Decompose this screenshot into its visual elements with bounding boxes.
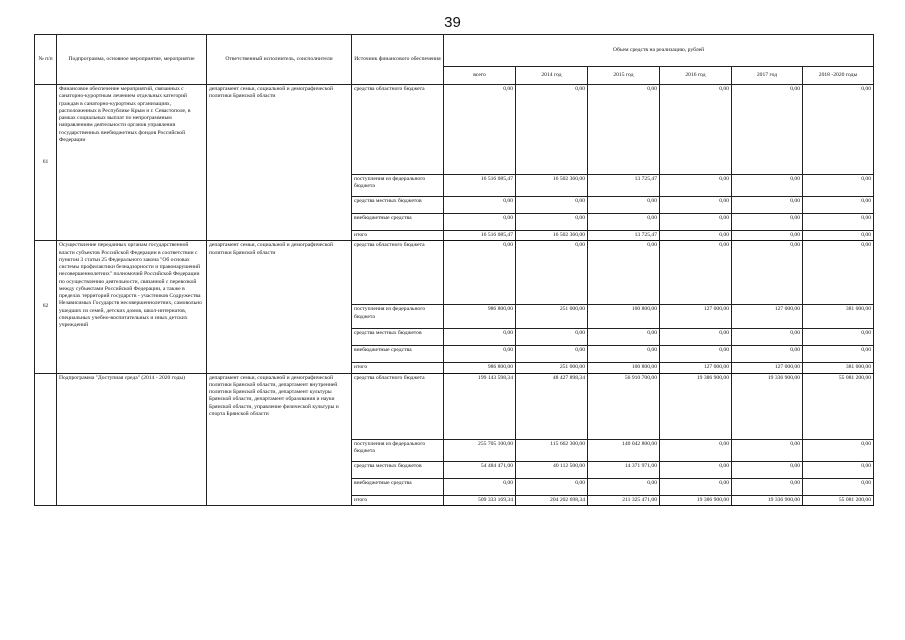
amount-cell: 0,00 (803, 241, 874, 305)
table-row (35, 373, 874, 439)
amount-cell: 255 705 100,00 (444, 439, 516, 461)
amount-cell: 0,00 (588, 478, 660, 495)
amount-cell: 0,00 (732, 197, 803, 214)
header-2015: 2015 год (588, 67, 660, 85)
budget-table (34, 34, 874, 506)
amount-cell: 0,00 (732, 231, 803, 241)
amount-cell: 0,00 (803, 461, 874, 478)
amount-cell: 0,00 (660, 346, 732, 363)
amount-cell: 0,00 (516, 214, 588, 231)
source-cell: итого (352, 495, 444, 505)
amount-cell: 0,00 (660, 231, 732, 241)
amount-cell: 0,00 (803, 197, 874, 214)
header-2017: 2017 год (732, 67, 803, 85)
amount-cell: 100 800,00 (588, 363, 660, 373)
amount-cell: 0,00 (660, 214, 732, 231)
amount-cell: 0,00 (732, 439, 803, 461)
amount-cell: 0,00 (444, 346, 516, 363)
amount-cell: 0,00 (732, 461, 803, 478)
amount-cell: 0,00 (732, 85, 803, 175)
source-cell: средства местных бюджетов (352, 329, 444, 346)
amount-cell: 0,00 (516, 346, 588, 363)
row-number (35, 373, 57, 505)
row-number: 61 (35, 85, 57, 241)
amount-cell: 381 000,00 (803, 305, 874, 329)
amount-cell: 127 000,00 (660, 305, 732, 329)
amount-cell: 19 386 900,00 (660, 373, 732, 439)
source-cell: внебюджетные средства (352, 478, 444, 495)
amount-cell: 0,00 (660, 329, 732, 346)
source-cell: средства областного бюджета (352, 373, 444, 439)
executor-cell: департамент семьи, социальной и демографической политики Брянской области (207, 241, 352, 373)
amount-cell: 48 427 898,34 (516, 373, 588, 439)
amount-cell: 19 336 900,00 (732, 495, 803, 505)
program-cell: Подпрограмма "Доступная среда" (2014 - 2020 годы) (57, 373, 207, 505)
source-cell: средства областного бюджета (352, 85, 444, 175)
amount-cell: 13 725,47 (588, 175, 660, 197)
amount-cell: 199 143 598,34 (444, 373, 516, 439)
amount-cell: 211 325 471,00 (588, 495, 660, 505)
program-cell: Финансовое обеспечение мероприятий, связанных с санаторно-курортным лечением отдельных категорий граждан в санаторно-курортных организациях, расположенных в Республике Крым и г. Севастополе, в рамках социальных выплат по непрограммным направлениям деятельности органов управления государственных внебюджетных фондов Российской Федерации (57, 85, 207, 241)
amount-cell: 0,00 (588, 85, 660, 175)
table-row (35, 85, 874, 175)
amount-cell: 16 516 085,47 (444, 175, 516, 197)
amount-cell: 16 502 360,00 (516, 175, 588, 197)
amount-cell: 0,00 (516, 85, 588, 175)
amount-cell: 0,00 (803, 346, 874, 363)
amount-cell: 140 042 800,00 (588, 439, 660, 461)
amount-cell: 0,00 (516, 329, 588, 346)
program-cell: Осуществление переданных органам государственной власти субъектов Российской Федерации в соответствии с пунктом 3 статьи 25 Федерального закона "Об основах системы профилактики безнадзорности и правонарушений несовершеннолетних" полномочий Российской Федерации по осуществлению деятельности, связанной с перевозкой между субъектами Российской Федерации, а также в пределах территорий государств - участников Содружества Независимых Государств несовершеннолетних, самовольно ушедших из семей, детских домов, школ-интернатов, специальных учебно-воспитательных и иных детских учреждений (57, 241, 207, 373)
amount-cell: 0,00 (516, 478, 588, 495)
amount-cell: 0,00 (660, 85, 732, 175)
header-amount: Объем средств на реализацию, рублей (444, 35, 874, 67)
source-cell: средства местных бюджетов (352, 197, 444, 214)
amount-cell: 127 000,00 (732, 305, 803, 329)
amount-cell: 509 333 169,34 (444, 495, 516, 505)
amount-cell: 0,00 (660, 478, 732, 495)
amount-cell: 54 484 471,00 (444, 461, 516, 478)
amount-cell: 0,00 (588, 197, 660, 214)
source-cell: итого (352, 363, 444, 373)
amount-cell: 0,00 (803, 329, 874, 346)
page-number: 39 (444, 14, 461, 31)
amount-cell: 0,00 (588, 329, 660, 346)
amount-cell: 19 386 900,00 (660, 495, 732, 505)
amount-cell: 0,00 (732, 175, 803, 197)
amount-cell: 0,00 (732, 214, 803, 231)
amount-cell: 986 800,00 (444, 363, 516, 373)
header-total: всего (444, 67, 516, 85)
table-row (35, 241, 874, 305)
amount-cell: 0,00 (732, 478, 803, 495)
executor-cell: департамент семьи, социальной и демографической политики Брянской области (207, 85, 352, 241)
amount-cell: 0,00 (444, 214, 516, 231)
row-number: 62 (35, 241, 57, 373)
executor-cell: департамент семьи, социальной и демографической политики Брянской области, департамент внутренней политики Брянской области, департамент культуры Брянской области, департамент образования и науки Брянской области, управление физической культуры и спорта Брянской области (207, 373, 352, 505)
source-cell: поступления из федерального бюджета (352, 439, 444, 461)
header-program: Подпрограмма, основное мероприятие, мероприятие (57, 35, 207, 85)
amount-cell: 0,00 (803, 231, 874, 241)
source-cell: средства областного бюджета (352, 241, 444, 305)
amount-cell: 56 910 700,00 (588, 373, 660, 439)
amount-cell: 251 000,00 (516, 305, 588, 329)
amount-cell: 0,00 (444, 478, 516, 495)
amount-cell: 0,00 (516, 197, 588, 214)
amount-cell: 204 202 698,34 (516, 495, 588, 505)
amount-cell: 55 081 200,00 (803, 373, 874, 439)
amount-cell: 0,00 (803, 478, 874, 495)
header-executor: Ответственный исполнитель, соисполнители (207, 35, 352, 85)
amount-cell: 0,00 (660, 197, 732, 214)
amount-cell: 127 000,00 (660, 363, 732, 373)
header-2014: 2014 год (516, 67, 588, 85)
amount-cell: 381 000,00 (803, 363, 874, 373)
amount-cell: 0,00 (803, 214, 874, 231)
amount-cell: 16 516 085,47 (444, 231, 516, 241)
amount-cell: 251 000,00 (516, 363, 588, 373)
amount-cell: 0,00 (732, 329, 803, 346)
amount-cell: 0,00 (588, 214, 660, 231)
amount-cell: 0,00 (588, 346, 660, 363)
amount-cell: 986 800,00 (444, 305, 516, 329)
amount-cell: 100 800,00 (588, 305, 660, 329)
amount-cell: 0,00 (660, 175, 732, 197)
amount-cell: 0,00 (803, 439, 874, 461)
amount-cell: 40 112 500,00 (516, 461, 588, 478)
amount-cell: 0,00 (732, 346, 803, 363)
amount-cell: 0,00 (660, 461, 732, 478)
amount-cell: 13 725,47 (588, 231, 660, 241)
header-num: № п/п (35, 35, 57, 85)
amount-cell: 0,00 (660, 241, 732, 305)
header-2016: 2016 год (660, 67, 732, 85)
source-cell: поступления из федерального бюджета (352, 175, 444, 197)
header-2018-2020: 2018 -2020 годы (803, 67, 874, 85)
amount-cell: 115 662 300,00 (516, 439, 588, 461)
amount-cell: 0,00 (660, 439, 732, 461)
amount-cell: 0,00 (444, 85, 516, 175)
amount-cell: 0,00 (588, 241, 660, 305)
amount-cell: 0,00 (444, 197, 516, 214)
amount-cell: 0,00 (444, 329, 516, 346)
amount-cell: 0,00 (516, 241, 588, 305)
amount-cell: 0,00 (803, 85, 874, 175)
source-cell: итого (352, 231, 444, 241)
amount-cell: 127 000,00 (732, 363, 803, 373)
header-sources: Источник финансового обеспечения (352, 35, 444, 85)
amount-cell: 0,00 (732, 241, 803, 305)
source-cell: внебюджетные средства (352, 346, 444, 363)
amount-cell: 55 081 200,00 (803, 495, 874, 505)
source-cell: поступления из федерального бюджета (352, 305, 444, 329)
amount-cell: 19 336 900,00 (732, 373, 803, 439)
amount-cell: 16 502 360,00 (516, 231, 588, 241)
amount-cell: 0,00 (803, 175, 874, 197)
source-cell: внебюджетные средства (352, 214, 444, 231)
amount-cell: 0,00 (444, 241, 516, 305)
source-cell: средства местных бюджетов (352, 461, 444, 478)
amount-cell: 14 371 971,00 (588, 461, 660, 478)
